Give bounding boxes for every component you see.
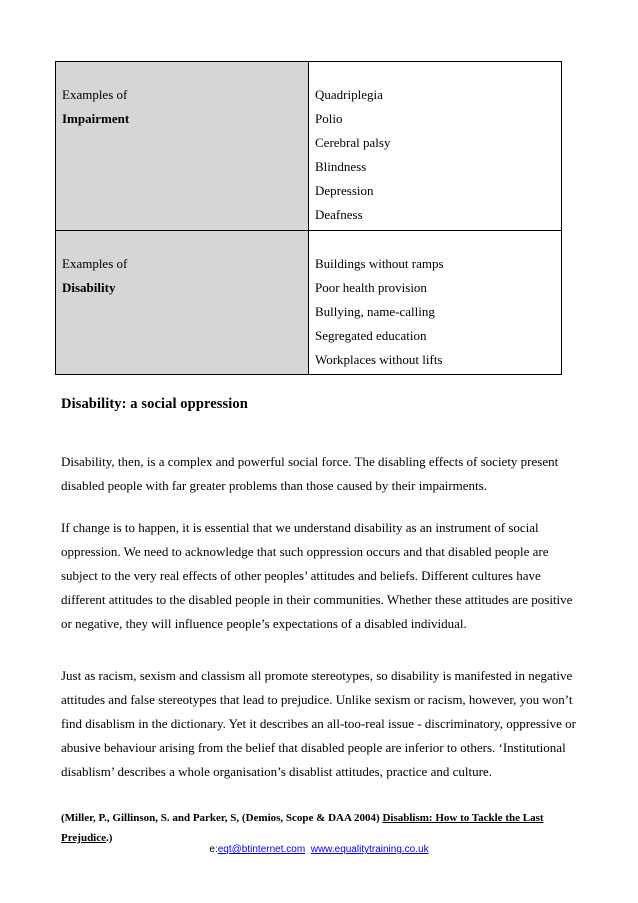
paragraph-1: Disability, then, is a complex and powerful social force. The disabling effects of society present disabled people with far greater problems than those caused by their impairments. xyxy=(61,454,559,493)
impairment-label-line1: Examples of xyxy=(62,87,128,102)
disability-label-line2: Disability xyxy=(62,280,116,295)
impairment-items-cell xyxy=(309,62,562,231)
disability-items-cell xyxy=(309,231,562,375)
disability-item: Buildings without ramps xyxy=(315,256,444,271)
email-link[interactable]: eqt@btinternet.com xyxy=(217,844,306,855)
disability-row xyxy=(56,231,562,375)
website-link[interactable]: www.equalitytraining.co.uk xyxy=(310,844,429,855)
impairment-item: Quadriplegia xyxy=(315,87,383,102)
paragraph-3: Just as racism, sexism and classism all promote stereotypes, so disability is manifested in negative attitudes and false stereotypes that lead to prejudice. Unlike sexism or racism, however, you won’t find disablism in the dictionary. Yet it describes an all-too-real issue - discriminatory, oppressive or abusive behaviour arising from the belief that disabled people are inferior to others. ‘Institutional disablism’ describes a whole organisation’s disablist attitudes, practice and culture. xyxy=(61,668,576,779)
impairment-row xyxy=(56,62,562,231)
disability-label-cell xyxy=(56,231,309,375)
examples-table xyxy=(55,61,562,375)
section-heading: Disability: a social oppression xyxy=(61,396,248,412)
citation-suffix: .) xyxy=(106,832,113,844)
footer xyxy=(0,844,638,855)
impairment-item: Deafness xyxy=(315,207,363,222)
disability-item: Poor health provision xyxy=(315,280,427,295)
footer-prefix: e: xyxy=(209,844,218,855)
impairment-label-line2: Impairment xyxy=(62,111,130,126)
disability-label-line1: Examples of xyxy=(62,256,128,271)
impairment-item: Blindness xyxy=(315,159,367,174)
impairment-item: Depression xyxy=(315,183,374,198)
paragraph-2: If change is to happen, it is essential that we understand disability as an instrument of social oppression. We need to acknowledge that such oppression occurs and that disabled people are subject to the very real effects of other peoples’ attitudes and beliefs. Different cultures have different attitudes to the disabled people in their communities. Whether these attitudes are positive or negative, they will influence people’s expectations of a disabled individual. xyxy=(61,520,573,631)
impairment-item: Cerebral palsy xyxy=(315,135,391,150)
citation xyxy=(61,808,571,848)
citation-title: Disablism: How to Tackle the Last Prejudice xyxy=(61,812,544,844)
disability-item: Workplaces without lifts xyxy=(315,352,443,367)
disability-item: Segregated education xyxy=(315,328,427,343)
citation-prefix: (Miller, P., Gillinson, S. and Parker, S, (Demios, Scope & DAA 2004) xyxy=(61,812,383,824)
impairment-item: Polio xyxy=(315,111,343,126)
impairment-label-cell xyxy=(56,62,309,231)
disability-item: Bullying, name-calling xyxy=(315,304,435,319)
